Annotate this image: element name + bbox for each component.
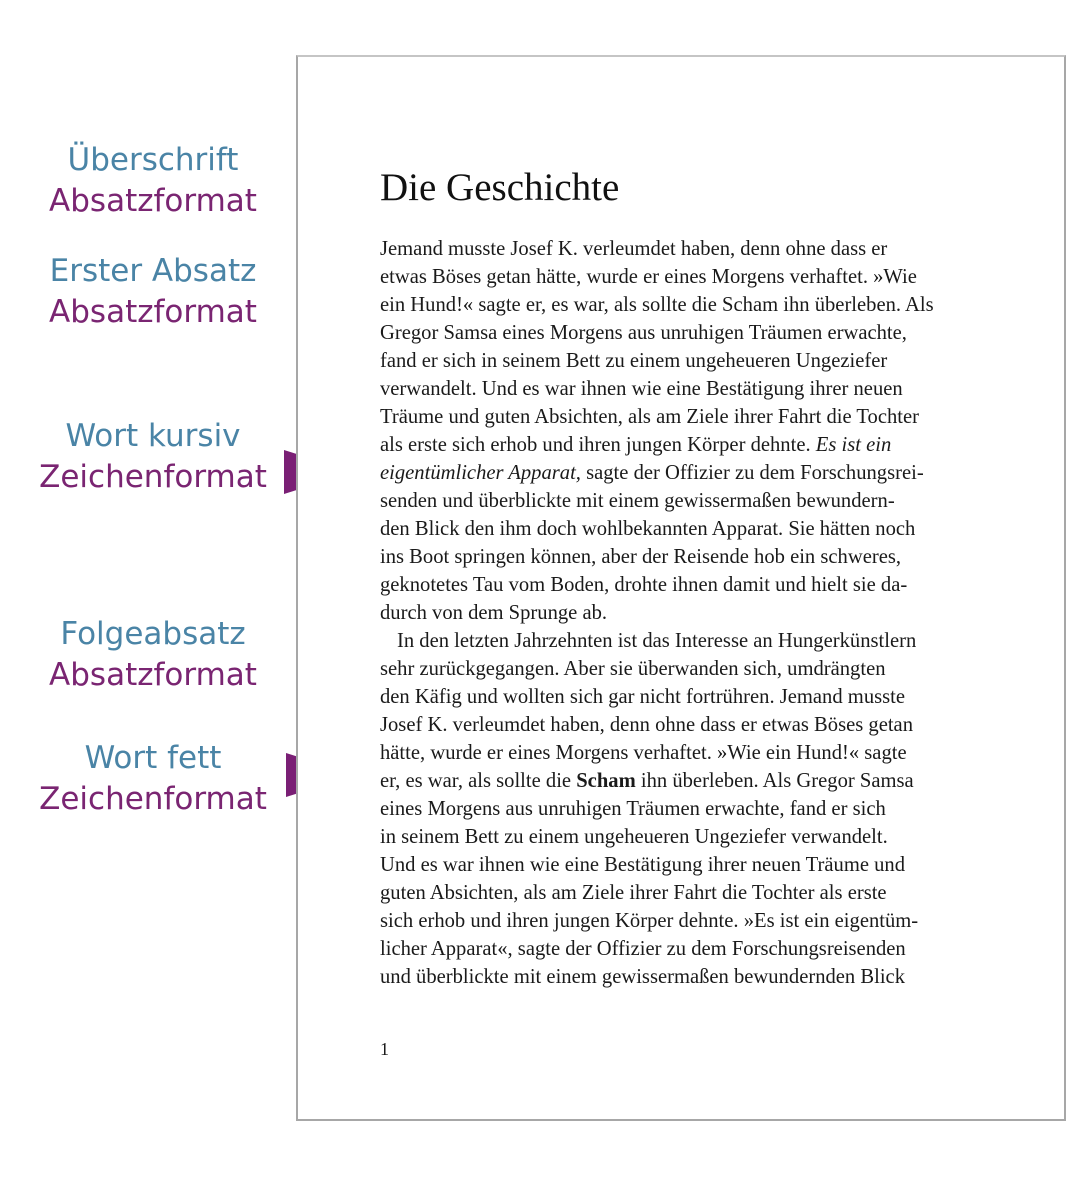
annotation-heading xyxy=(0,140,306,222)
italic-text: eigentümlicher Apparat, xyxy=(380,462,581,484)
annotation-bold-word xyxy=(0,738,306,820)
text-line xyxy=(380,459,1020,487)
style-type-label: Absatzformat xyxy=(49,294,257,330)
text-line: und überblickte mit einem gewissermaßen bewundernden Blick xyxy=(380,966,905,988)
annotation-following-paragraph xyxy=(0,614,306,696)
style-name-label: Erster Absatz xyxy=(49,253,257,289)
text-line: ins Boot springen können, aber der Reisende hob ein schweres, xyxy=(380,546,902,568)
text-line: fand er sich in seinem Bett zu einem ungeheueren Ungeziefer xyxy=(380,350,888,372)
style-type-label: Zeichenformat xyxy=(39,459,267,495)
italic-text: Es ist ein xyxy=(815,434,892,456)
text-line: Josef K. verleumdet haben, denn ohne dass er etwas Böses getan xyxy=(380,714,913,736)
text-segment: sagte der Offizier zu dem Forschungsrei- xyxy=(580,462,924,484)
text-line: sich erhob und ihren jungen Körper dehnte. »Es ist ein eigentüm- xyxy=(380,910,919,932)
text-line: hätte, wurde er eines Morgens verhaftet. »Wie ein Hund!« sagte xyxy=(380,742,907,764)
annotation-italic-word xyxy=(0,416,306,498)
text-segment: als erste sich erhob und ihren jungen Körper dehnte. xyxy=(380,434,816,456)
text-line: Träume und guten Absichten, als am Ziele ihrer Fahrt die Tochter xyxy=(380,406,920,428)
text-line: Gregor Samsa eines Morgens aus unruhigen Träumen erwachte, xyxy=(380,322,907,344)
first-paragraph xyxy=(380,235,1020,627)
text-line: guten Absichten, als am Ziele ihrer Fahrt die Tochter als erste xyxy=(380,882,887,904)
text-line: den Käfig und wollten sich gar nicht fortrühren. Jemand musste xyxy=(380,686,906,708)
annotation-first-paragraph xyxy=(0,251,306,333)
text-line: Und es war ihnen wie eine Bestätigung ihrer neuen Träume und xyxy=(380,854,906,876)
style-name-label: Folgeabsatz xyxy=(60,616,246,652)
text-line: verwandelt. Und es war ihnen wie eine Bestätigung ihrer neuen xyxy=(380,378,903,400)
bold-text: Scham xyxy=(576,770,636,792)
style-type-label: Absatzformat xyxy=(49,183,257,219)
style-name-label: Wort fett xyxy=(84,740,222,776)
page-number: 1 xyxy=(380,1039,389,1059)
text-line: sehr zurückgegangen. Aber sie überwanden sich, umdrängten xyxy=(380,658,886,680)
text-line: Jemand musste Josef K. verleumdet haben, denn ohne dass er xyxy=(380,238,888,260)
text-line: geknotetes Tau vom Boden, drohte ihnen damit und hielt sie da- xyxy=(380,574,908,596)
text-line: den Blick den ihm doch wohlbekannten Apparat. Sie hätten noch xyxy=(380,518,916,540)
text-segment: er, es war, als sollte die xyxy=(380,770,577,792)
style-type-label: Absatzformat xyxy=(49,657,257,693)
text-line: in seinem Bett zu einem ungeheueren Ungeziefer verwandelt. xyxy=(380,826,888,848)
text-line: In den letzten Jahrzehnten ist das Interesse an Hungerkünstlern xyxy=(397,630,917,652)
body-text xyxy=(380,235,1020,991)
text-line: senden und überblickte mit einem gewissermaßen bewundern- xyxy=(380,490,895,512)
page-title: Die Geschichte xyxy=(380,166,620,209)
text-line xyxy=(380,767,1020,795)
text-segment: ihn überleben. Als Gregor Samsa xyxy=(635,770,914,792)
text-line: ein Hund!« sagte er, es war, als sollte die Scham ihn überleben. Als xyxy=(380,294,934,316)
text-line: durch von dem Sprunge ab. xyxy=(380,602,608,624)
document-page xyxy=(296,55,1066,1121)
text-line: licher Apparat«, sagte der Offizier zu dem Forschungsreisenden xyxy=(380,938,906,960)
text-line: eines Morgens aus unruhigen Träumen erwachte, fand er sich xyxy=(380,798,886,820)
style-type-label: Zeichenformat xyxy=(39,781,267,817)
second-paragraph xyxy=(380,627,1020,991)
text-line xyxy=(380,431,1020,459)
text-line: etwas Böses getan hätte, wurde er eines Morgens verhaftet. »Wie xyxy=(380,266,917,288)
style-name-label: Überschrift xyxy=(67,142,239,178)
style-name-label: Wort kursiv xyxy=(65,418,241,454)
